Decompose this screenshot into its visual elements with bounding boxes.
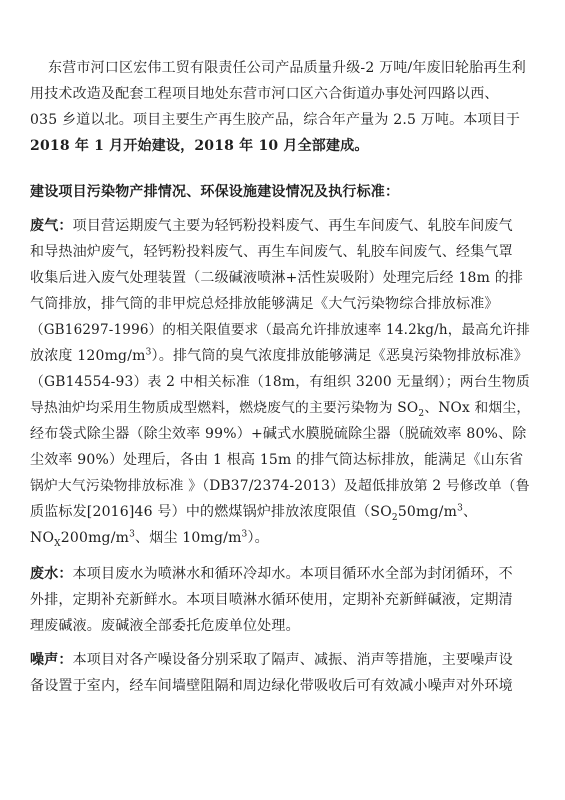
noise-line-1 (30, 647, 535, 673)
gas-line-10: 尘效率 90%）处理后，各由 1 根高 15m 的排气筒达标排放，能满足《山东省 (30, 452, 524, 468)
noise-line-1-text: 本项目对各产噪设备分别采取了隔声、减振、消声等措施，主要噪声设 (72, 652, 513, 668)
gas-line-1 (30, 213, 535, 239)
gas-line-7: （GB14554-93）表 2 中相关标准（18m，有组织 3200 无量纲）；两台生物质 (30, 374, 530, 390)
intro-line-1: 东营市河口区宏伟工贸有限责任公司产品质量升级-2 万吨/年废旧轮胎再生利 (48, 60, 527, 76)
gas-line-4: 气筒排放，排气筒的非甲烷总烃排放能够满足《大气污染物综合排放标准》 (30, 296, 499, 312)
waste-water-paragraph (30, 561, 535, 639)
gas-line-6a: 放浓度 120mg/m (30, 348, 146, 364)
gas-line-12-sup: 3 (457, 503, 464, 514)
gas-line-3: 收集后进入废气处理装置（二级碱液喷淋+活性炭吸附）处理完后经 18m 的排 (30, 270, 524, 286)
water-line-1 (30, 561, 535, 587)
gas-line-13b: 200mg/m (60, 530, 130, 546)
noise-paragraph (30, 647, 535, 699)
gas-line-6-sup: 3 (145, 347, 152, 358)
gas-line-8 (30, 395, 535, 421)
gas-line-13-sup2: 3 (241, 529, 248, 540)
water-line-2: 外排，定期补充新鲜水。本项目喷淋水循环使用，定期补充新鲜碱液，定期清 (30, 592, 513, 608)
gas-line-11: 锅炉大气污染物排放标准 》（DB37/2374-2013）及超低排放第 2 号修改单（鲁 (30, 478, 530, 494)
water-label: 废水： (30, 566, 73, 582)
gas-line-5: （GB16297-1996）的相关限值要求（最高允许排放速率 14.2kg/h，最高允许排 (30, 322, 530, 338)
gas-line-13a: NO (30, 530, 55, 546)
noise-label: 噪声： (30, 652, 73, 668)
intro-line-3: 035 乡道以北。项目主要生产再生胶产品，综合年产量为 2.5 万吨。本项目于 (30, 112, 521, 128)
gas-line-9: 经布袋式除尘器（除尘效率 99%）+碱式水膜脱硫除尘器（脱硫效率 80%、除 (30, 426, 527, 442)
gas-line-6b: ）。排气筒的臭气浓度排放能够满足《恶臭污染物排放标准》 (151, 348, 528, 364)
gas-line-2: 和导热油炉废气，轻钙粉投料废气、再生车间废气、轧胶车间废气、经集气罩 (30, 244, 513, 260)
section-heading-paragraph (30, 179, 535, 205)
water-line-1-text: 本项目废水为喷淋水和循环冷却水。本项目循环水全部为封闭循环，不 (72, 566, 513, 582)
gas-line-13d: ）。 (247, 530, 269, 546)
gas-line-13 (30, 525, 535, 551)
gas-line-13-sup: 3 (129, 529, 136, 540)
gas-line-12 (30, 499, 535, 525)
noise-line-2: 备设置于室内，经车间墙壁阻隔和周边绿化带吸收后可有效减小噪声对外环境 (30, 678, 513, 694)
gas-line-12b: 50mg/m (397, 504, 458, 520)
gas-line-8b: 、NOx 和烟尘， (424, 400, 531, 416)
gas-line-13c: 、烟尘 10mg/m (135, 530, 242, 546)
gas-line-8-sub: 2 (418, 408, 425, 419)
gas-line-6 (30, 343, 535, 369)
gas-line-13-sub: X (54, 538, 61, 549)
document-page (30, 40, 535, 699)
water-line-3: 理废碱液。废碱液全部委托危废单位处理。 (30, 618, 300, 634)
gas-line-12c: 、 (463, 504, 478, 520)
gas-line-12a: 质监标发[2016]46 号）中的燃煤锅炉排放浓度限值（SO (30, 504, 392, 520)
intro-paragraph (30, 55, 535, 159)
intro-line-4: 2018 年 1 月开始建设，2018 年 10 月全部建成。 (30, 138, 369, 154)
gas-line-8a: 导热油炉均采用生物质成型燃料，燃烧废气的主要污染物为 SO (30, 400, 419, 416)
intro-line-2: 用技术改造及配套工程项目地处东营市河口区六合街道办事处河四路以西、 (30, 86, 499, 102)
gas-line-12-sub: 2 (391, 512, 398, 523)
waste-gas-paragraph (30, 213, 535, 551)
section-heading: 建设项目污染物产排情况、环保设施建设情况及执行标准： (30, 184, 400, 200)
gas-label: 废气： (30, 218, 73, 234)
gas-line-1-text: 项目营运期废气主要为轻钙粉投料废气、再生车间废气、轧胶车间废气 (72, 218, 513, 234)
